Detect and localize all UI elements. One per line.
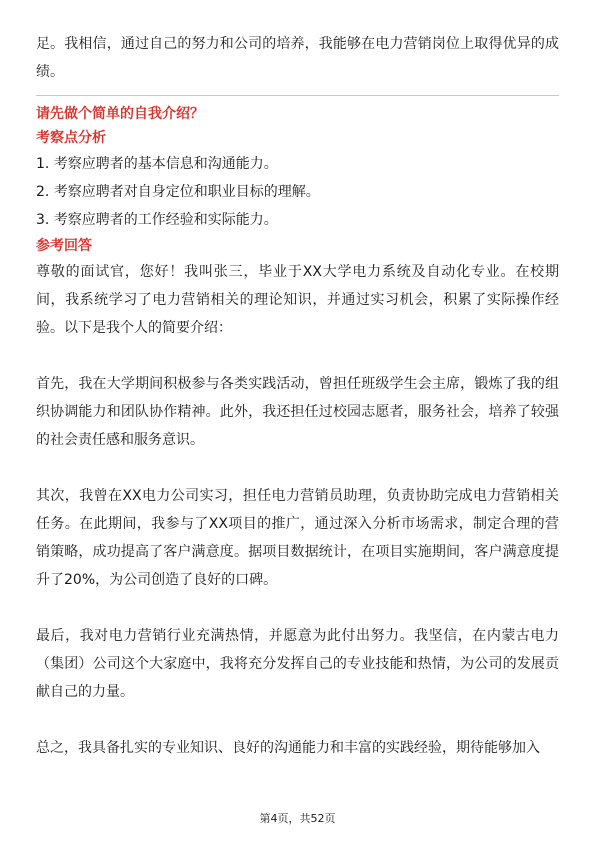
paragraph-gap: [36, 706, 559, 734]
analysis-list: [36, 150, 559, 234]
paragraph-gap: [36, 594, 559, 622]
intro-tail-paragraph: 足。我相信，通过自己的努力和公司的培养，我能够在电力营销岗位上取得优异的成绩。: [36, 36, 559, 80]
answer-heading: 参考回答: [36, 238, 92, 254]
paragraph-gap: [36, 342, 559, 370]
page-footer: 第4页，共52页: [259, 812, 336, 825]
analysis-point: 1. 考察应聘者的基本信息和沟通能力。: [36, 156, 278, 172]
paragraph-gap: [36, 454, 559, 482]
answer-paragraph: 首先，我在大学期间积极参与各类实践活动，曾担任班级学生会主席，锻炼了我的组织协调能力和团队协作精神。此外，我还担任过校园志愿者，服务社会，培养了较强的社会责任感和服务意识。: [36, 376, 559, 448]
answer-paragraph: 其次，我曾在XX电力公司实习，担任电力营销员助理，负责协助完成电力营销相关任务。在此期间，我参与了XX项目的推广，通过深入分析市场需求，制定合理的营销策略，成功提高了客户满意度。据项目数据统计，在项目实施期间，客户满意度提升了20%，为公司创造了良好的口碑。: [36, 488, 559, 588]
section-divider: [36, 95, 559, 96]
page-content: [36, 30, 559, 762]
analysis-heading: 考察点分析: [36, 130, 106, 146]
analysis-point: 3. 考察应聘者的工作经验和实际能力。: [36, 212, 278, 228]
question-title: 请先做个简单的自我介绍？: [36, 106, 204, 122]
answer-paragraph: 总之，我具备扎实的专业知识、良好的沟通能力和丰富的实践经验，期待能够加入: [36, 740, 540, 756]
answer-paragraph: 最后，我对电力营销行业充满热情，并愿意为此付出努力。我坚信，在内蒙古电力（集团）公司这个大家庭中，我将充分发挥自己的专业技能和热情，为公司的发展贡献自己的力量。: [36, 628, 559, 700]
analysis-point: 2. 考察应聘者对自身定位和职业目标的理解。: [36, 184, 320, 200]
answer-paragraph: 尊敬的面试官，您好！我叫张三，毕业于XX大学电力系统及自动化专业。在校期间，我系统学习了电力营销相关的理论知识，并通过实习机会，积累了实际操作经验。以下是我个人的简要介绍：: [36, 264, 559, 336]
